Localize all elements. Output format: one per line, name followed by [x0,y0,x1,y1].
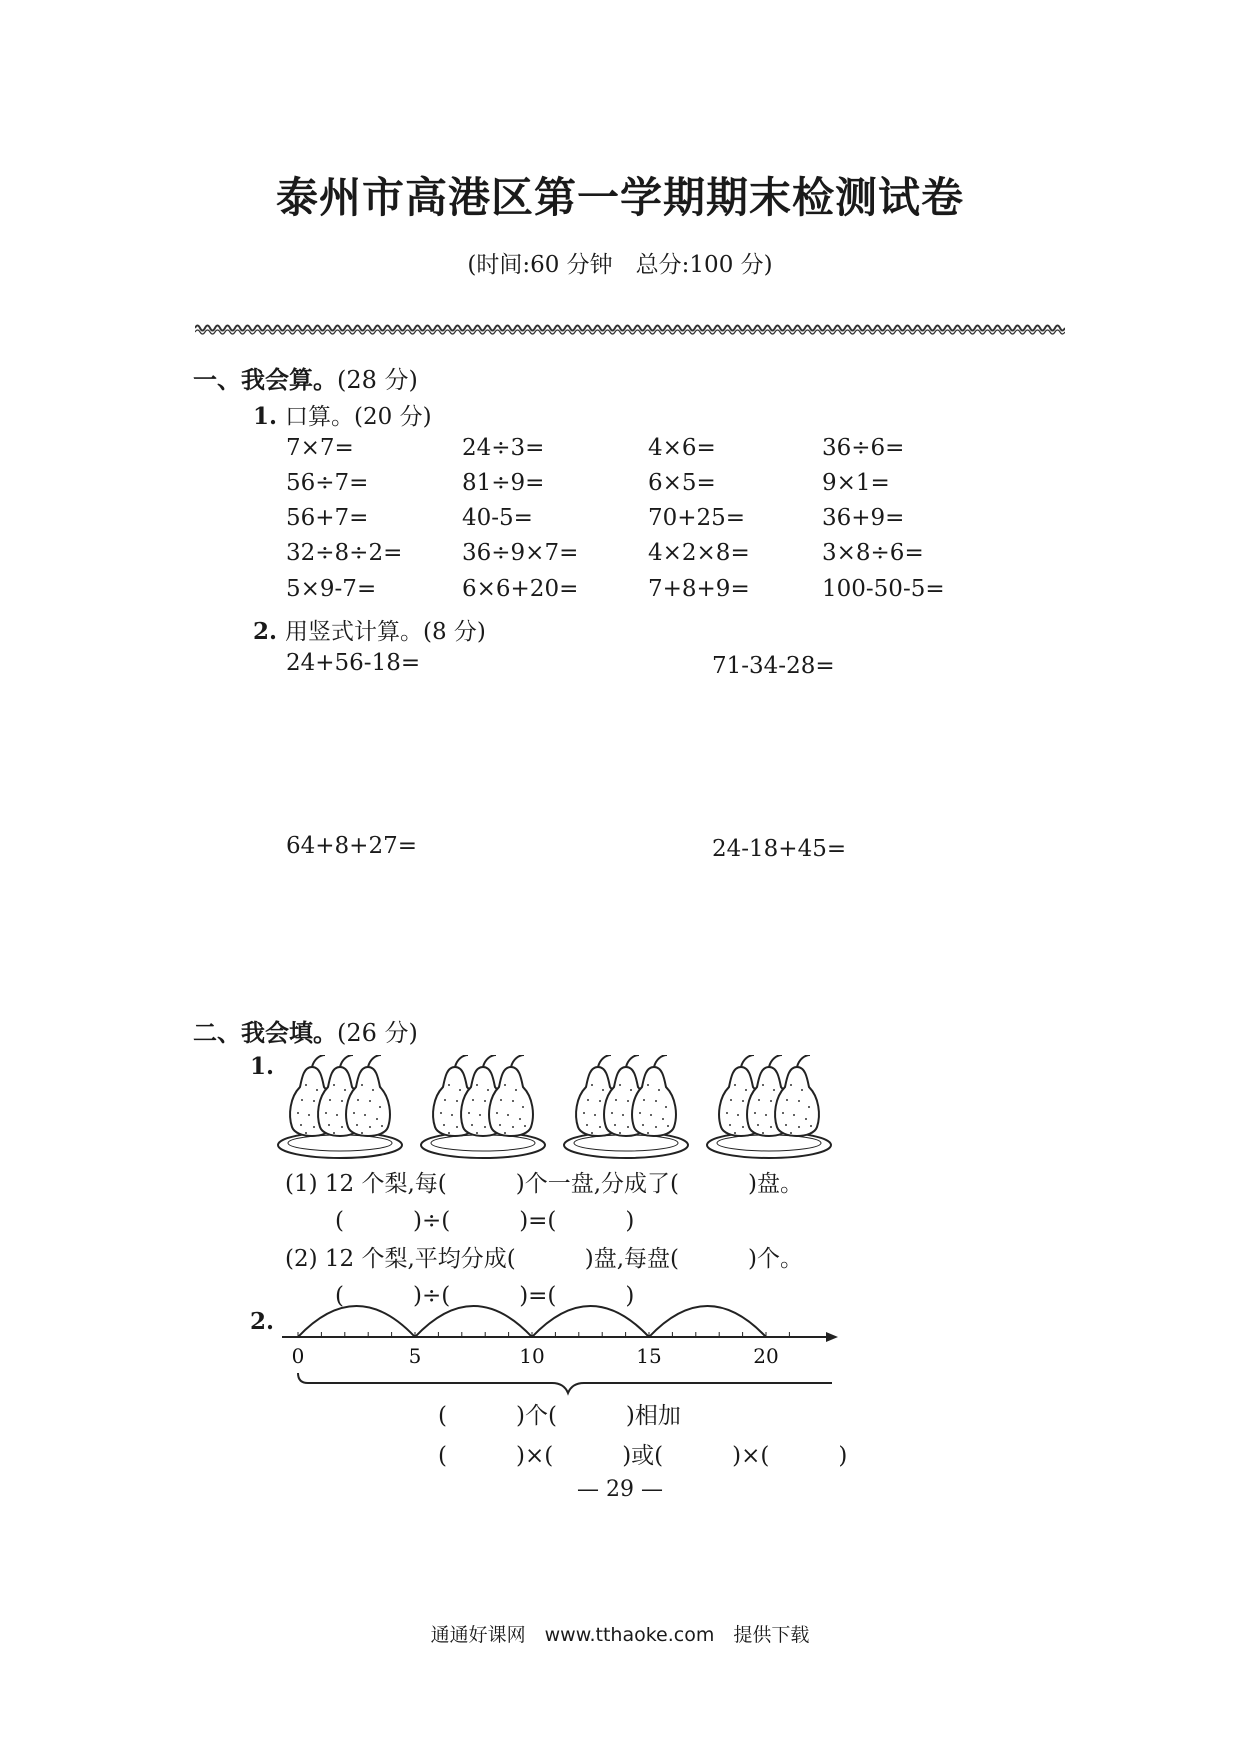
wavy-divider [195,323,1065,337]
mental-math-item: 36+9= [822,505,905,531]
footer-text: 通通好课网 www.tthaoke.com 提供下载 [430,1624,810,1646]
vertical-calc-item: 24-18+45= [712,836,847,862]
mental-math-item: 24÷3= [462,435,545,461]
page-number: — 29 — [577,1477,663,1502]
mental-math-item: 56+7= [286,505,369,531]
question-1-number: 1. [250,1053,275,1080]
part-2-label: 用竖式计算。(8 分) [285,619,486,645]
section-1-score: (28 分) [337,366,418,394]
mental-math-item: 5×9-7= [286,576,377,602]
tick-label: 15 [636,1344,662,1368]
mental-math-item: 3×8÷6= [822,540,924,566]
section-2-title: 二、我会填。 [193,1018,337,1047]
brace [298,1373,832,1393]
mental-math-item: 6×5= [648,470,716,496]
part-1-label: 口算。(20 分) [285,404,432,430]
mental-math-item: 56÷7= [286,470,369,496]
section-2-heading [193,1013,418,1048]
part-2-number: 2. [253,618,278,645]
mental-math-item: 36÷6= [822,435,905,461]
mental-math-item: 6×6+20= [462,576,579,602]
q2-line-1: ( )个( )相加 [438,1403,681,1429]
page-title: 泰州市高港区第一学期期末检测试卷 [275,173,964,222]
vertical-calc-item: 24+56-18= [286,650,421,676]
q1-line-2: ( )÷( )=( ) [335,1208,635,1234]
section-2-score: (26 分) [337,1019,418,1047]
vertical-calc-item: 71-34-28= [712,653,835,679]
tick-label: 5 [408,1344,422,1368]
part-1-heading [253,398,432,431]
mental-math-item: 9×1= [822,470,890,496]
question-2-number: 2. [250,1308,275,1335]
mental-math-item: 70+25= [648,505,746,531]
jump-arc [532,1306,649,1337]
mental-math-item: 4×6= [648,435,716,461]
q1-line-4: ( )÷( )=( ) [335,1283,635,1309]
mental-math-item: 7+8+9= [648,576,750,602]
tick-label: 20 [753,1344,779,1368]
mental-math-item: 100-50-5= [822,576,945,602]
jump-arc [415,1306,532,1337]
mental-math-item: 32÷8÷2= [286,540,403,566]
q1-line-1: (1) 12 个梨,每( )个一盘,分成了( )盘。 [285,1171,803,1197]
mental-math-item: 4×2×8= [648,540,750,566]
exam-info: (时间:60 分钟 总分:100 分) [467,252,773,278]
mental-math-item: 7×7= [286,435,354,461]
mental-math-item: 40-5= [462,505,533,531]
mental-math-item: 81÷9= [462,470,545,496]
q1-line-3: (2) 12 个梨,平均分成( )盘,每盘( )个。 [285,1246,803,1272]
number-line-arrowhead [826,1332,838,1342]
tick-label: 10 [519,1344,545,1368]
jump-arc [298,1306,415,1337]
part-2-heading [253,613,486,646]
pears-on-plates-illustration [275,1055,835,1165]
section-1-title: 一、我会算。 [193,365,337,394]
tick-label: 0 [291,1344,305,1368]
vertical-calc-item: 64+8+27= [286,833,417,859]
section-1-heading [193,360,418,395]
jump-arc [649,1306,766,1337]
mental-math-item: 36÷9×7= [462,540,579,566]
q2-line-2: ( )×( )或( )×( ) [438,1443,848,1469]
part-1-number: 1. [253,403,278,430]
